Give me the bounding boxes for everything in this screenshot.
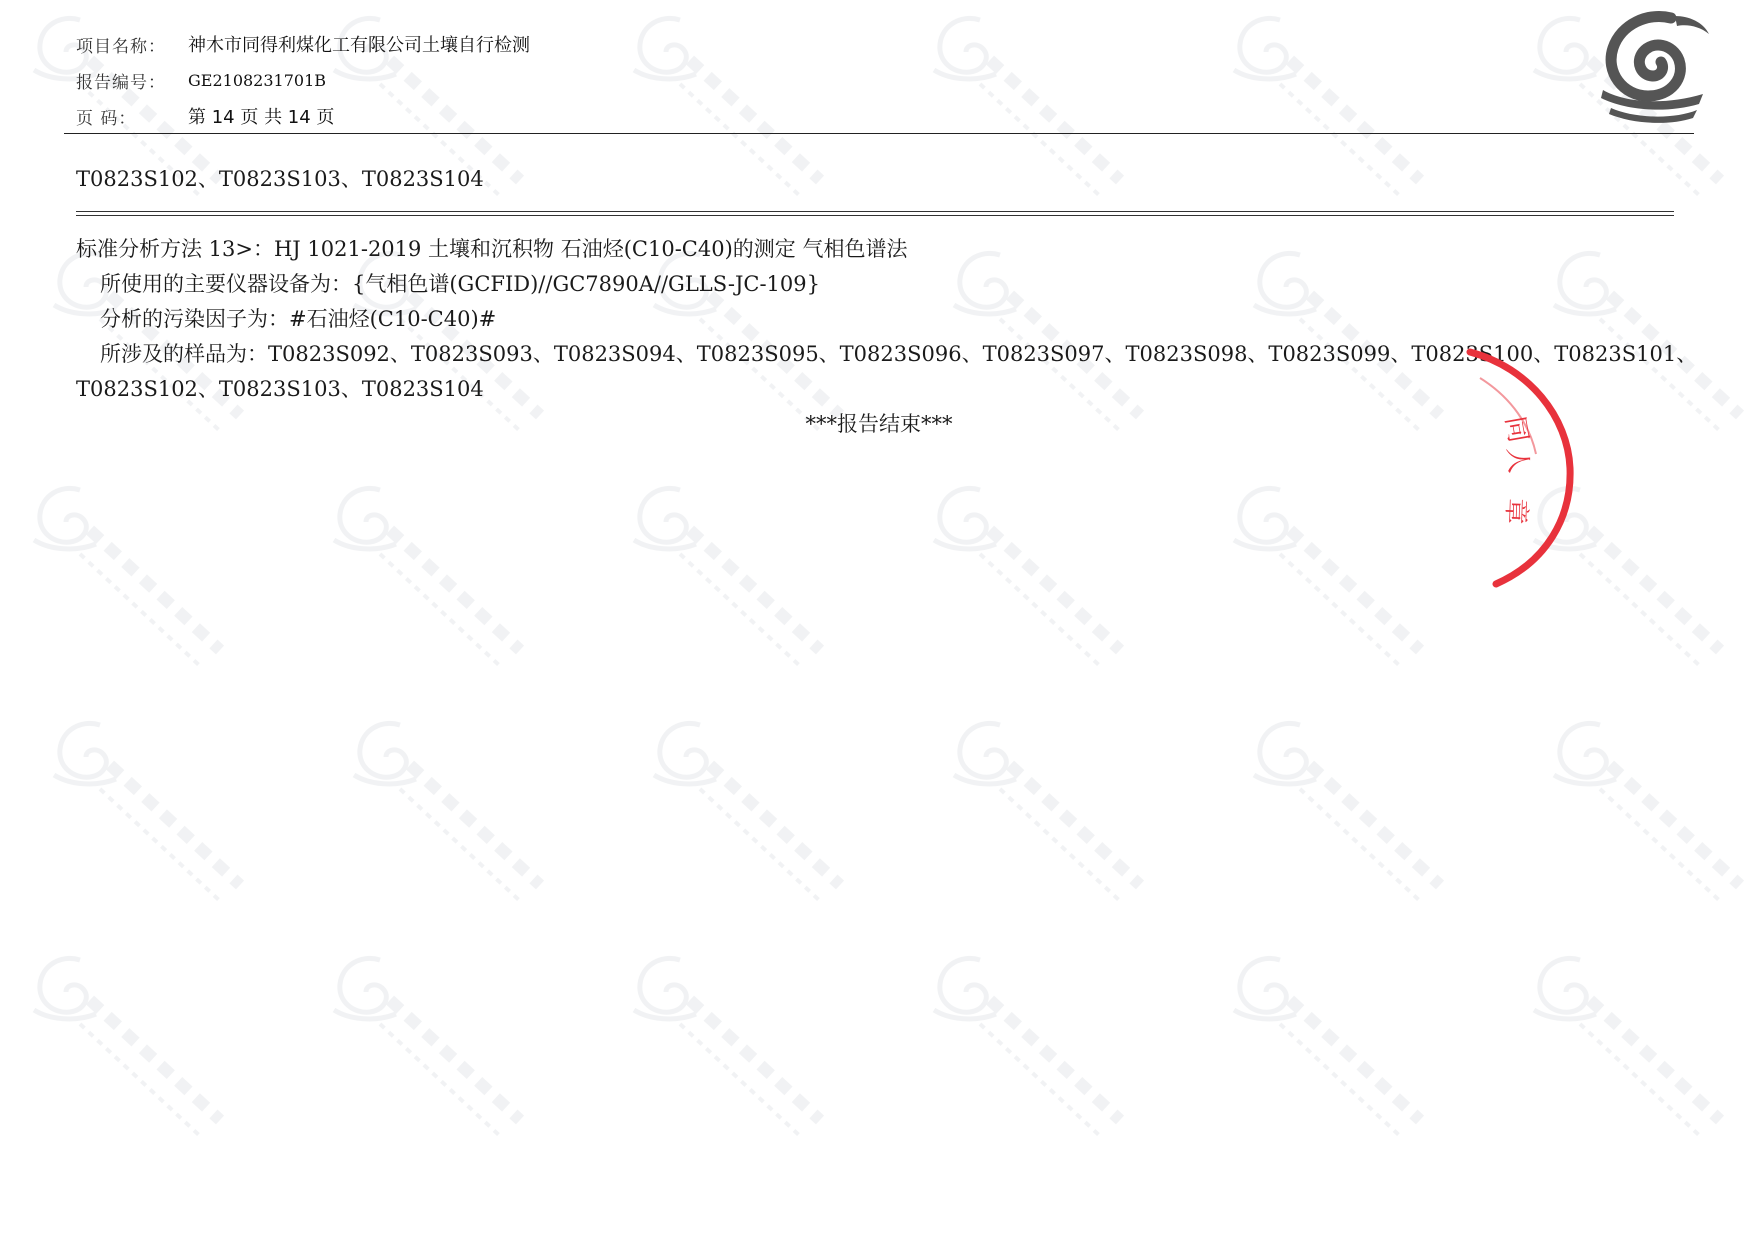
page-number-row [76, 98, 530, 134]
watermark-tile [340, 705, 600, 905]
watermark-tile [940, 705, 1200, 905]
method-title: 标准分析方法 13>：HJ 1021-2019 土壤和沉积物 石油烃(C10-C40)的测定 气相色谱法 [76, 237, 908, 261]
watermark-tile [20, 940, 280, 1140]
watermark-tile [1220, 470, 1480, 670]
company-logo-icon [1593, 10, 1713, 125]
watermark-tile [40, 705, 300, 905]
instrument-line: 所使用的主要仪器设备为：{气相色谱(GCFID)//GC7890A//GLLS-JC-109} [100, 272, 820, 296]
watermark-tile [1240, 705, 1500, 905]
project-name-value: 神木市同得利煤化工有限公司土壤自行检测 [188, 35, 530, 56]
official-seal-stamp [1450, 348, 1580, 588]
report-number-row [76, 62, 530, 98]
watermark-tile [920, 940, 1180, 1140]
stamp-text: 章 [1500, 497, 1531, 525]
watermark-tile [1520, 940, 1753, 1140]
page-number-value: 第 14 页 共 14 页 [188, 107, 335, 128]
carry-over-samples: T0823S102、T0823S103、T0823S104 [76, 167, 484, 191]
project-name-label: 项目名称： [76, 36, 166, 57]
watermark-tile [1540, 705, 1753, 905]
watermark-tile [320, 940, 580, 1140]
report-number-value: GE2108231701B [188, 70, 327, 90]
watermark-tile [920, 470, 1180, 670]
svg-text:同: 同 [1499, 414, 1534, 445]
report-number-label: 报告编号： [76, 72, 166, 93]
watermark-tile [1220, 940, 1480, 1140]
watermark-tile [620, 940, 880, 1140]
watermark-tile [320, 470, 580, 670]
pollutant-line: 分析的污染因子为：#石油烃(C10-C40)# [100, 307, 497, 331]
samples-line: 所涉及的样品为：T0823S092、T0823S093、T0823S094、T0823S095、T0823S096、T0823S097、T0823S098、T0823S099、T0823S100、T0823S101、 [100, 342, 1698, 366]
samples-line-continued: T0823S102、T0823S103、T0823S104 [76, 377, 484, 401]
double-line-separator [76, 197, 1696, 232]
watermark-tile [640, 705, 900, 905]
report-end-marker: ***报告结束*** [805, 412, 953, 436]
svg-text:人: 人 [1501, 445, 1534, 475]
watermark-tile [620, 470, 880, 670]
report-header [76, 26, 530, 134]
page-number-label: 页 码： [76, 108, 137, 129]
header-divider [64, 133, 1694, 134]
watermark-tile [20, 470, 280, 670]
project-name-row [76, 26, 530, 62]
